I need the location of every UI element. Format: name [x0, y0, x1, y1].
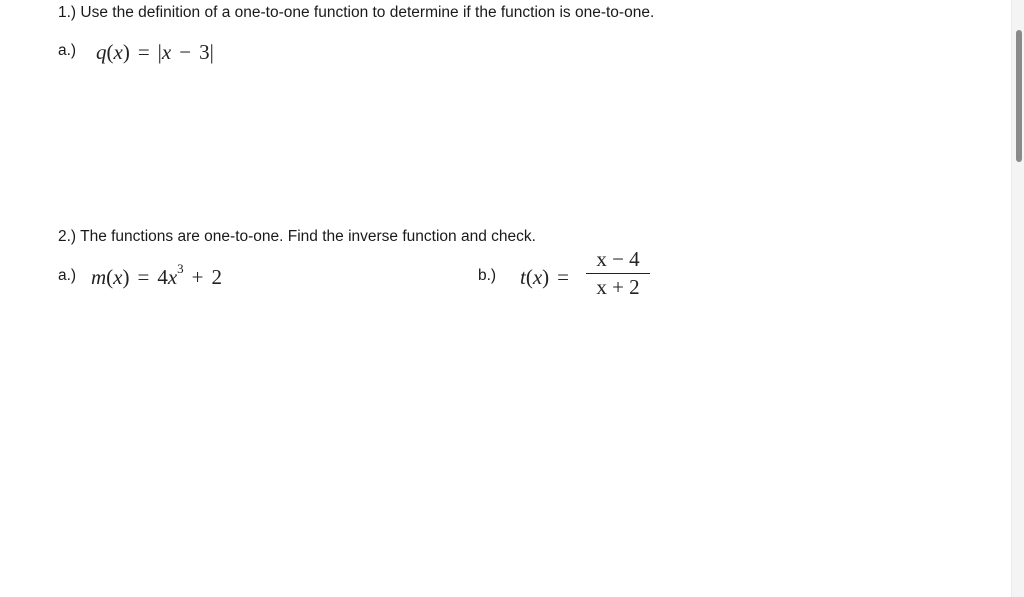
function-variable: x: [113, 265, 123, 289]
abs-bar-right: |: [209, 40, 214, 64]
question-1a-equation: q(x) = |x − 3|: [96, 40, 214, 64]
constant: 3: [199, 40, 210, 64]
question-2b-label: b.): [478, 267, 497, 284]
function-variable: x: [532, 265, 543, 289]
function-name: m: [91, 265, 107, 289]
question-1-heading: 1.) Use the definition of a one-to-one function to determine if the function is one-to-one.: [58, 4, 655, 21]
abs-variable: x: [161, 40, 172, 64]
question-1a-label: a.): [58, 42, 77, 59]
constant: 2: [211, 265, 223, 289]
equals-sign: =: [557, 265, 570, 289]
function-name: q: [96, 40, 107, 64]
question-2a-equation: $m(x) = 4x^3 + 2$: [91, 261, 223, 289]
question-2a-label: a.): [58, 267, 77, 284]
fraction-bar: [586, 273, 650, 274]
fraction-denominator: x + 2: [596, 275, 640, 299]
exponent: 3: [177, 261, 184, 276]
function-variable: x: [113, 40, 123, 64]
coefficient: 4: [157, 265, 168, 289]
abs-bar-left: |: [157, 40, 162, 64]
fraction-numerator: x − 4: [596, 247, 640, 271]
equals-sign: =: [137, 265, 150, 289]
question-2b-lhs: t(x) =: [520, 265, 570, 289]
question-2b-fraction: [586, 248, 650, 298]
plus-sign: +: [191, 265, 204, 289]
vertical-scrollbar[interactable]: [1011, 0, 1024, 597]
function-name: t: [520, 265, 526, 289]
power-variable: x: [167, 265, 178, 289]
minus-sign: −: [179, 40, 192, 64]
scrollbar-thumb[interactable]: [1016, 30, 1022, 162]
equals-sign: =: [137, 40, 150, 64]
question-2-heading: 2.) The functions are one-to-one. Find the inverse function and check.: [58, 228, 536, 245]
